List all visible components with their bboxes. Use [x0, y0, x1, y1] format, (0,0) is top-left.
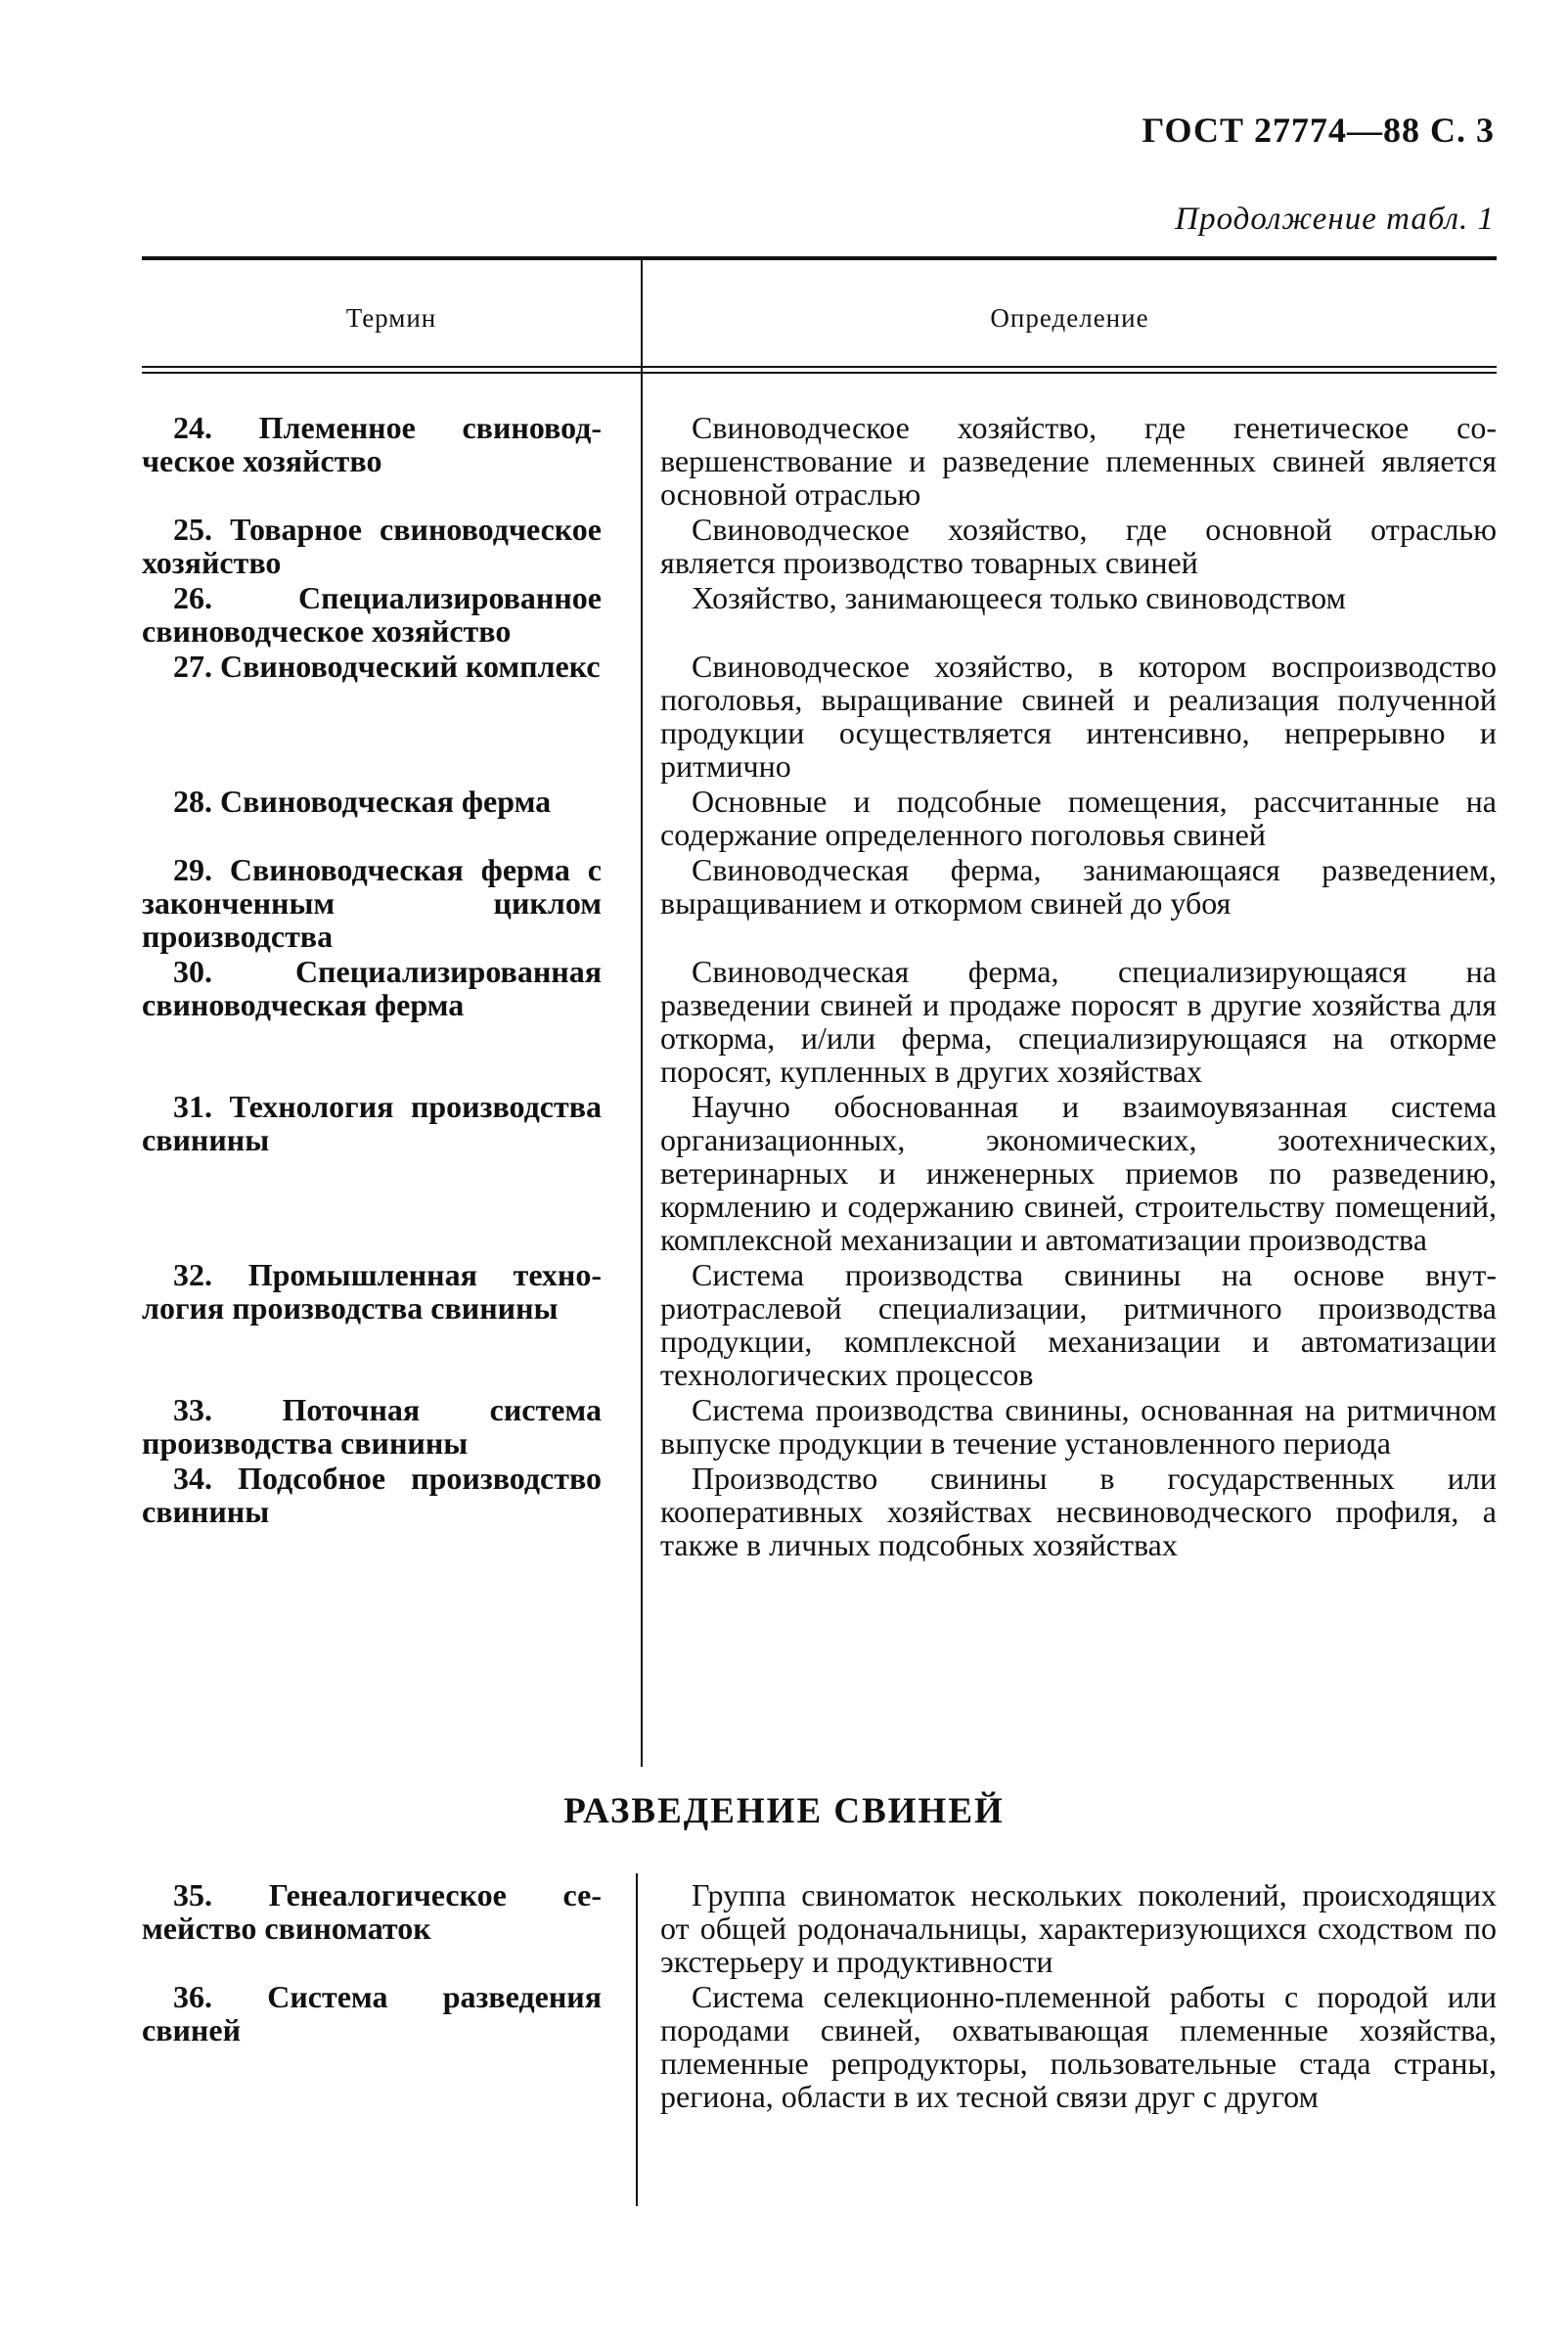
- term-cell: 36. Система разведения свиней: [142, 1979, 602, 2048]
- header-bottom-rule-1: [142, 366, 1497, 368]
- term-cell: 27. Свиноводческий комплекс: [173, 649, 601, 684]
- table-continuation-note: Продолжение табл. 1: [1175, 202, 1495, 237]
- table-row: [142, 955, 1497, 1090]
- definition-cell: Свиноводческая ферма, специализирующаяся на разведении свиней и продаже поросят в другие хозяйства для откорма, и/или ферма, специализирующаяся на откорме поросят, купленных в других хозяйствах: [660, 954, 1497, 1089]
- table-row: [142, 513, 1497, 581]
- document-reference: ГОСТ 27774—88 С. 3: [1142, 111, 1495, 150]
- term-cell: 28. Свиноводческая ферма: [173, 784, 552, 819]
- definition-cell: Система селекционно-племенной работы с породой или породами свиней, охватывающая племенные хозяйства, племенные репродукторы, пользовательные стада страны, региона, области в их тесной связи друг с другом: [660, 1979, 1497, 2114]
- term-cell: 29. Свиноводческая ферма с законченным циклом производства: [142, 852, 602, 954]
- terms-table: [142, 411, 1497, 1563]
- term-cell: 25. Товарное свиноводческое хозяйство: [142, 512, 602, 580]
- term-cell: 24. Племенное свиноводческое хозяйство: [142, 410, 602, 478]
- header-bottom-rule-2: [142, 372, 1497, 374]
- definition-cell: Свиноводческое хозяйство, где основной отраслью является производство товарных свиней: [660, 512, 1497, 580]
- table-row: [142, 1090, 1497, 1258]
- definition-cell: Система производства свинины на основе внутриотраслевой специализации, ритмичного производства продукции, комплексной механизации и автоматизации технологических процессов: [660, 1257, 1497, 1392]
- table-row: [142, 411, 1497, 513]
- term-cell: 34. Подсобное производство свинины: [142, 1461, 602, 1529]
- table-row: [142, 650, 1497, 785]
- definition-cell: Свиноводческое хозяйство, в котором воспроизводство поголовья, выращивание свиней и реализация полученной продукции осуществляется интенсивно, непрерывно и ритмично: [660, 649, 1497, 784]
- definition-cell: Производство свинины в государственных или кооперативных хозяйствах несвиноводческого профиля, а также в личных подсобных хозяйствах: [660, 1461, 1497, 1562]
- table-top-rule: [142, 256, 1497, 260]
- table-row: [142, 1258, 1497, 1393]
- table-row: [142, 1980, 1497, 2115]
- table-row: [142, 581, 1497, 650]
- table-row: [142, 785, 1497, 853]
- table-row: [142, 853, 1497, 955]
- section-title: РАЗВЕДЕНИЕ СВИНЕЙ: [563, 1791, 1005, 1831]
- term-cell: 30. Специализированная свиноводческая ферма: [142, 954, 602, 1022]
- term-cell: 31. Технология производства свинины: [142, 1089, 602, 1157]
- definition-cell: Свиноводческая ферма, занимающаяся разведением, выращиванием и откормом свиней до убоя: [660, 852, 1497, 921]
- term-cell: 26. Специализированное свиноводческое хозяйство: [142, 580, 602, 649]
- definition-cell: Основные и подсобные помещения, рассчитанные на содержание определенного поголовья свиней: [660, 784, 1497, 852]
- definition-cell: Группа свиноматок нескольких поколений, происходящих от общей родоначальницы, характеризующихся сходством по экстерьеру и продуктивности: [660, 1877, 1497, 1979]
- definition-cell: Система производства свинины, основанная на ритмичном выпуске продукции в течение установленного периода: [660, 1392, 1497, 1461]
- definition-cell: Научно обоснованная и взаимоувязанная система организационных, экономических, зоотехнических, ветеринарных и инженерных приемов по разведению, кормлению и содержанию свиней, строительству помещений, комплексной механизации и автоматизации производства: [660, 1089, 1497, 1257]
- definition-cell: Хозяйство, занимающееся только свиноводством: [692, 580, 1346, 615]
- term-cell: 33. Поточная система производства свинины: [142, 1392, 602, 1461]
- table-row: [142, 1878, 1497, 1980]
- column-header-term: Термин: [345, 303, 437, 333]
- term-cell: 35. Генеалогическое семейство свиноматок: [142, 1877, 602, 1946]
- term-cell: 32. Промышленная технология производства свинины: [142, 1257, 602, 1326]
- terms-table-2: [142, 1878, 1497, 2115]
- column-header-definition: Определение: [990, 303, 1149, 333]
- table-row: [142, 1393, 1497, 1462]
- table-row: [142, 1462, 1497, 1563]
- definition-cell: Свиноводческое хозяйство, где генетическое совершенствование и разведение племенных свиней является основной отраслью: [660, 410, 1497, 512]
